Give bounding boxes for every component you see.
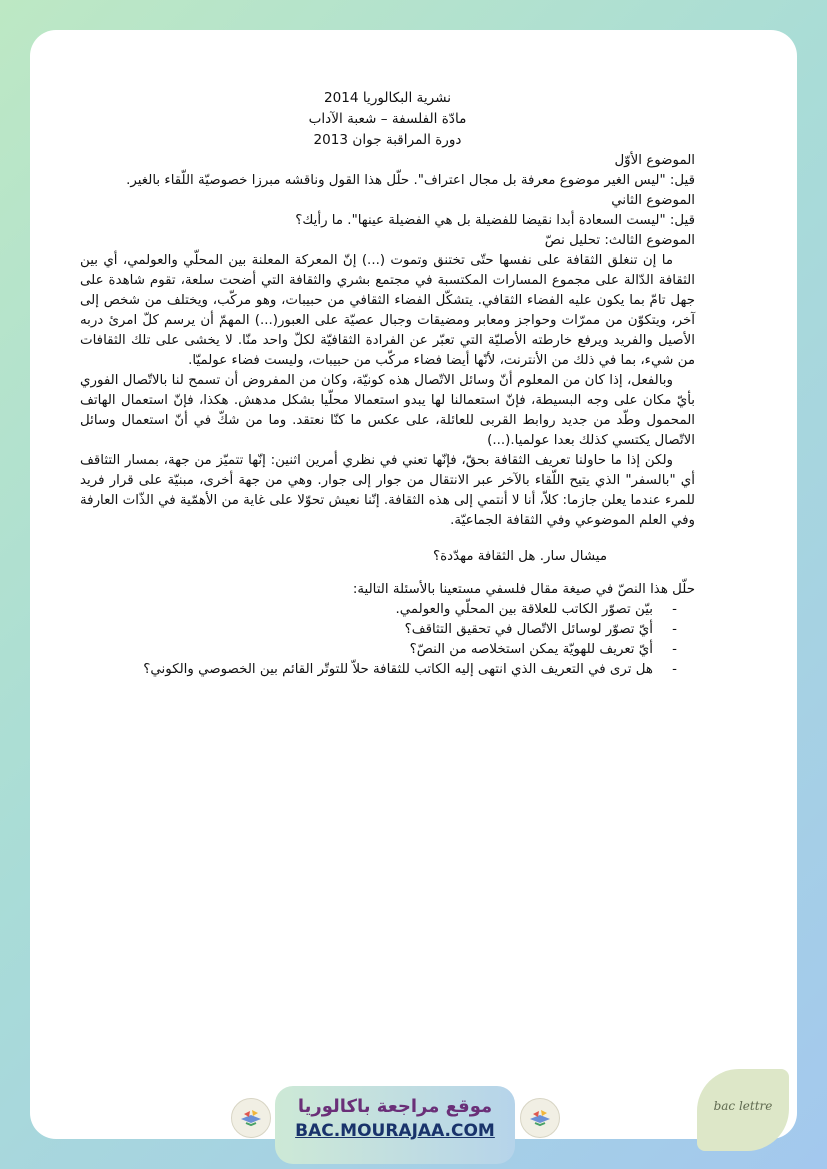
header-subject: مادّة الفلسفة – شعبة الآداب (308, 111, 467, 127)
site-banner-link[interactable] (275, 1086, 515, 1164)
header-title: نشرية البكالوريا 2014 (323, 90, 452, 106)
header-session: دورة المراقبة جوان 2013 (313, 132, 462, 148)
question-item: - هل ترى في التعريف الذي انتهى إليه الكاتب للثقافة حلاّ للتوتّر القائم بين الخصوصي والكوني؟ (80, 660, 677, 680)
topic1-heading: الموضوع الأوّل (614, 153, 695, 168)
topic2-heading: الموضوع الثاني (611, 193, 695, 208)
topic1-text: قيل: "ليس الغير موضوع معرفة بل مجال اعتراف". حلّل هذا القول وناقشه مبرزا خصوصيّة اللّقاء بالغير. (126, 173, 695, 188)
question-item: - بيّن تصوّر الكاتب للعلاقة بين المحلّي والعولمي. (80, 600, 677, 620)
text-paragraph-1: ما إن تنغلق الثقافة على نفسها حتّى تختنق وتموت (...) إنّ المعركة المعلنة بين المحلّي والعولمي، أي بين الثقافة الدّالة على مجموع المسارات المكتسبة في مجتمع بشري والثقافة التي أضحت سلعة، تقوم شاهدة على جهل تامّ بما يكون عليه الفضاء الثقافي. يتشكّل الفضاء الثقافي من حبيبات، وهو مركّب، ويختلف من شخص إلى آخر، ويتكوّن من ممرّات وحواجز ومعابر ومضيقات وجبال عصيّة على العبور(...) المهمّ أن يرسم كلّ امرئ دربه الأصيل والفريد ويرفع خارطته الأصليّة التي تعبّر عن الفرادة الثقافيّة لكلّ واحد منّا. لا يخشى على تلك الثقافات من شيء، بما في ذلك من الأنترنت، لأنّها أيضا فضاء مركّب من حبيبات، وليست فضاء عولميّا. (80, 253, 695, 368)
topic2-text: قيل: "ليست السعادة أبدا نقيضا للفضيلة بل هي الفضيلة عينها". ما رأيك؟ (295, 213, 695, 228)
question-item: - أيّ تصوّر لوسائل الاتّصال في تحقيق التثاقف؟ (80, 620, 677, 640)
text-paragraph-2: وبالفعل، إذا كان من المعلوم أنّ وسائل الاتّصال هذه كونيّة، وكان من المفروض أن تسمح لنا بالاتّصال الفوري بأيّ مكان على وجه البسيطة، فإنّ استعمالنا لها يبدو استعمالا محلّيا بشكل مدهش. هكذا، فإنّ استعمال الهاتف المحمول وطّد من جديد روابط القربى للعائلة، على عكس ما كنّا نعتقد. وما من شكّ في أنّ استعمال وسائل الاتّصال يكتسي كذلك بعدا عولميا.(...) (80, 373, 695, 448)
site-name-arabic[interactable]: موقع مراجعة باكالوريا (297, 1096, 493, 1117)
exam-document (80, 88, 695, 680)
book-logo-icon (520, 1098, 560, 1138)
site-url[interactable]: BAC.MOURAJAA.COM (295, 1121, 495, 1141)
topic3-heading: الموضوع الثالث: تحليل نصّ (544, 233, 695, 248)
badge-text: bac lettre (713, 1099, 773, 1113)
question-item: - أيّ تعريف للهويّة يمكن استخلاصه من النصّ؟ (80, 640, 677, 660)
bac-lettre-badge (697, 1069, 789, 1151)
questions-list (80, 600, 695, 680)
questions-intro: حلّل هذا النصّ في صيغة مقال فلسفي مستعينا بالأسئلة التالية: (352, 582, 695, 597)
text-source: ميشال سار. هل الثقافة مهدّدة؟ (433, 549, 607, 564)
text-paragraph-3: ولكن إذا ما حاولنا تعريف الثقافة بحقّ، فإنّها تعني في نظري أمرين اثنين: إنّها تتميّز من جهة، بمسار التثاقف أي "بالسفر" الذي يتيح اللّقاء بالآخر عبر الانتقال من جوار إلى جوار. وهي من جهة أخرى، مبنيّة على قرار فريد للمرء عندما يعلن جازما: كلاّ، أنا لا أنتمي إلى هذه الثقافة. إنّنا نعيش تحوّلا على غاية من الأهمّية في الذّات العارفة وفي العلم الموضوعي وفي الثقافة الجماعيّة. (80, 453, 695, 528)
book-logo-icon (231, 1098, 271, 1138)
exam-header (220, 88, 555, 151)
